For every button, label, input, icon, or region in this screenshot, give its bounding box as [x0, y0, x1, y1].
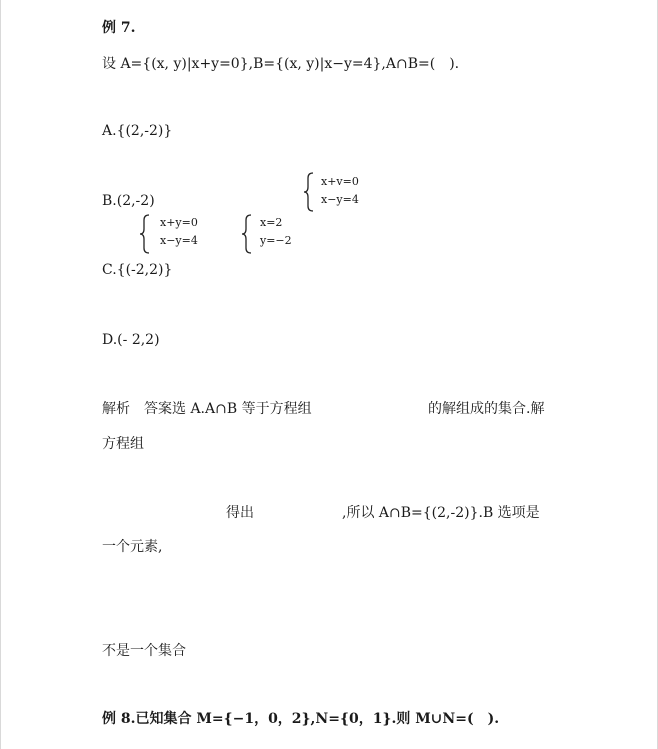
analysis-line-5: 不是一个集合: [102, 643, 186, 659]
example-7-heading: 例 7.: [102, 20, 136, 36]
equation: x+y=0: [160, 216, 198, 229]
equation: y=−2: [260, 234, 292, 247]
equation: x=2: [260, 216, 283, 229]
equation: x−y=4: [321, 193, 359, 206]
equation-system-top: [321, 173, 359, 209]
analysis-line-1-left: 解析 答案选 A.A∩B 等于方程组: [102, 401, 312, 417]
left-brace-icon: [138, 214, 152, 254]
analysis-line-4: 一个元素,: [102, 539, 163, 555]
analysis-line-1-right: 的解组成的集合.解: [428, 401, 545, 417]
example-7-question: 设 A={(x, y)|x+y=0},B={(x, y)|x−y=4},A∩B=( ).: [102, 56, 460, 72]
left-brace-icon: [302, 172, 316, 212]
option-a: A.{(2,-2)}: [102, 123, 173, 139]
equation: x−y=4: [160, 234, 198, 247]
example-8-question: 例 8.已知集合 M={−1，0，2},N={0，1}.则 M∪N=( ).: [102, 711, 500, 727]
analysis-line-3-left: 得出: [226, 505, 254, 521]
option-d: D.(- 2,2): [102, 332, 160, 348]
equation: x+v=0: [321, 175, 359, 188]
equation-system-middle: [160, 214, 198, 250]
option-b: B.(2,-2): [102, 193, 155, 209]
analysis-line-3-right: ,所以 A∩B={(2,-2)}.B 选项是: [342, 505, 540, 521]
analysis-line-2: 方程组: [102, 436, 144, 452]
left-brace-icon: [240, 214, 254, 254]
equation-system-solution: [260, 214, 292, 250]
option-c: C.{(-2,2)}: [102, 262, 173, 278]
page-left-edge: [0, 0, 1, 749]
